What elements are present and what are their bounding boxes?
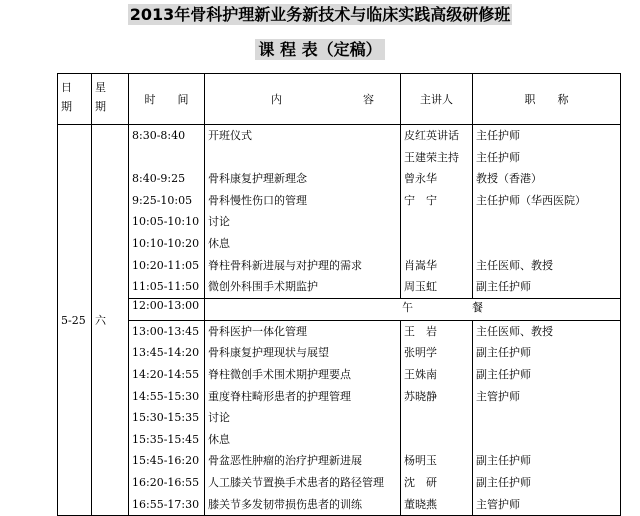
morning-titles: 主任护师 主任护师 教授（香港） 主任护师（华西医院） 主任医师、教授 副主任护师 xyxy=(473,125,621,299)
header-speaker: 主讲人 xyxy=(401,74,473,125)
header-row xyxy=(58,74,621,125)
header-job-title: 职 称 xyxy=(473,74,621,125)
afternoon-times: 13:00-13:45 13:45-14:20 14:20-14:55 14:55-15:30 15:30-15:35 15:35-15:45 15:45-16:20 16:20-16:55 16:55-17:30 xyxy=(129,320,205,515)
schedule-subtitle: 课 程 表（定稿） xyxy=(0,37,640,60)
afternoon-contents: 骨科医护一体化管理 骨科康复护理现状与展望 脊柱微创手术围术期护理要点 重度脊柱畸形患者的护理管理 讨论 休息 骨盆恶性肿瘤的治疗护理新进展 人工膝关节置换手术患者的路径管理 膝关节多发韧带损伤患者的训练 xyxy=(205,320,401,515)
header-weekday: 星 期 xyxy=(92,74,129,125)
morning-speakers: 皮红英讲话 王建荣主持 曾永华 宁 宁 肖嵩华 周玉虹 xyxy=(401,125,473,299)
lunch-row xyxy=(58,298,621,320)
morning-times: 8:30-8:40 8:40-9:25 9:25-10:05 10:05-10:10 10:10-10:20 10:20-11:05 11:05-11:50 xyxy=(129,125,205,299)
afternoon-speakers: 王 岩 张明学 王姝南 苏晓静 杨明玉 沈 研 董晓燕 xyxy=(401,320,473,515)
afternoon-block xyxy=(58,320,621,515)
lunch-time: 12:00-13:00 xyxy=(129,298,205,320)
afternoon-titles: 主任医师、教授 副主任护师 副主任护师 主管护师 副主任护师 副主任护师 主管护师 xyxy=(473,320,621,515)
weekday-cell: 六 xyxy=(92,125,129,516)
morning-contents: 开班仪式 骨科康复护理新理念 骨科慢性伤口的管理 讨论 休息 脊柱骨科新进展与对护理的需求 微创外科围手术期监护 xyxy=(205,125,401,299)
header-time: 时 间 xyxy=(129,74,205,125)
course-title: 2013年骨科护理新业务新技术与临床实践高级研修班 xyxy=(129,5,511,24)
header-date: 日 期 xyxy=(58,74,92,125)
morning-block xyxy=(58,125,621,299)
schedule-table xyxy=(57,73,621,516)
date-cell: 5-25 xyxy=(58,125,92,516)
header-content: 内 容 xyxy=(205,74,401,125)
lunch-label: 午 餐 xyxy=(205,298,621,320)
